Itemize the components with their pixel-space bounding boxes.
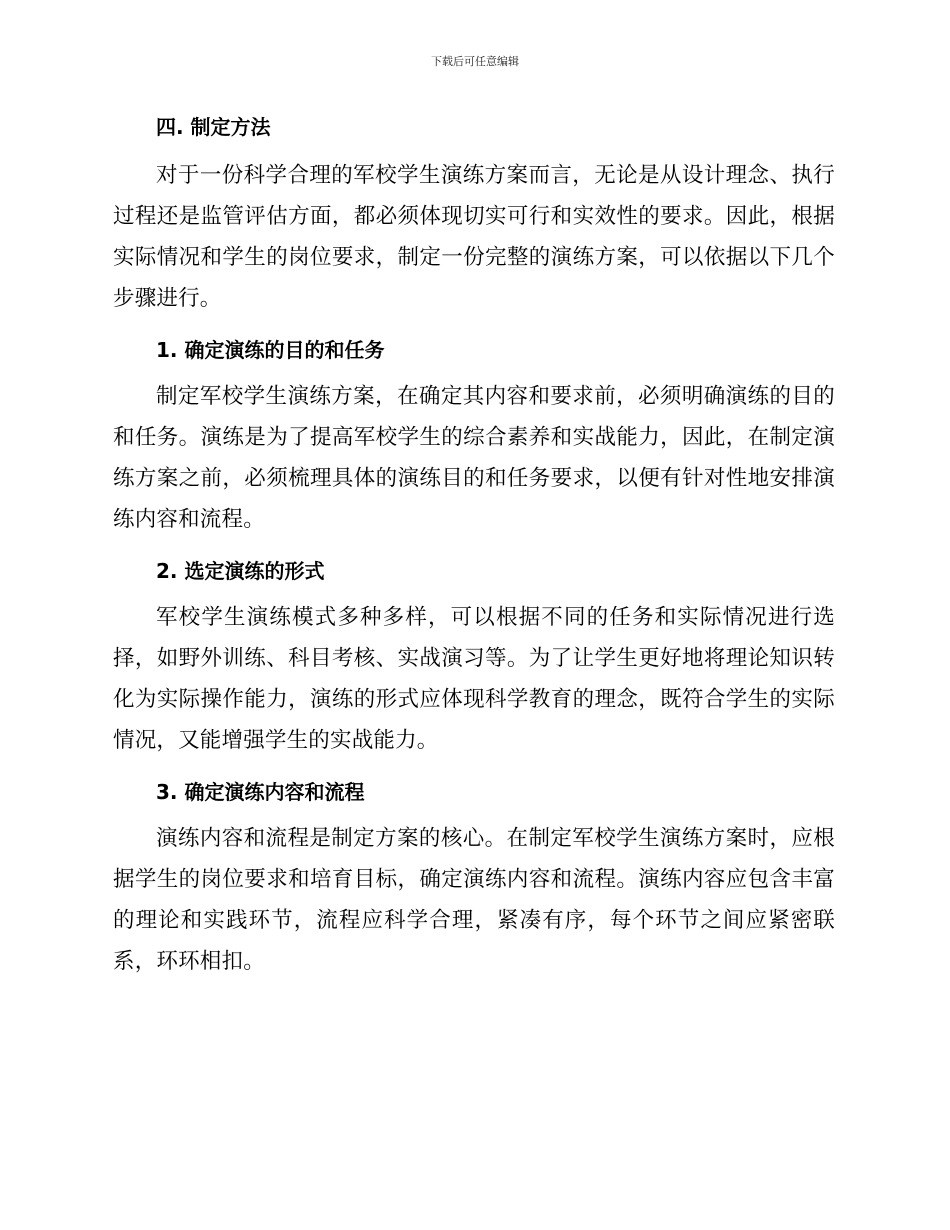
document-body xyxy=(113,113,835,982)
page-header: 下载后可任意编辑 xyxy=(431,55,519,68)
section-title: 四. 制定方法 xyxy=(156,115,271,139)
step-3-paragraph: 演练内容和流程是制定方案的核心。在制定军校学生演练方案时，应根据学生的岗位要求和培育目标，确定演练内容和流程。演练内容应包含丰富的理论和实践环节，流程应科学合理，紧凑有序，每个环节之间应紧密联系，环环相扣。 xyxy=(113,826,835,974)
step-3-title: 3. 确定演练内容和流程 xyxy=(156,780,365,804)
intro-paragraph: 对于一份科学合理的军校学生演练方案而言，无论是从设计理念、执行过程还是监管评估方面，都必须体现切实可行和实效性的要求。因此，根据实际情况和学生的岗位要求，制定一份完整的演练方案，可以依据以下几个步骤进行。 xyxy=(113,163,835,311)
step-2-title: 2. 选定演练的形式 xyxy=(156,559,325,583)
step-1-paragraph: 制定军校学生演练方案，在确定其内容和要求前，必须明确演练的目的和任务。演练是为了提高军校学生的综合素养和实战能力，因此，在制定演练方案之前，必须梳理具体的演练目的和任务要求，以便有针对性地安排演练内容和流程。 xyxy=(113,384,835,532)
step-1-title: 1. 确定演练的目的和任务 xyxy=(156,338,385,362)
step-2-paragraph: 军校学生演练模式多种多样，可以根据不同的任务和实际情况进行选择，如野外训练、科目考核、实战演习等。为了让学生更好地将理论知识转化为实际操作能力，演练的形式应体现科学教育的理念，既符合学生的实际情况，又能增强学生的实战能力。 xyxy=(113,605,835,753)
